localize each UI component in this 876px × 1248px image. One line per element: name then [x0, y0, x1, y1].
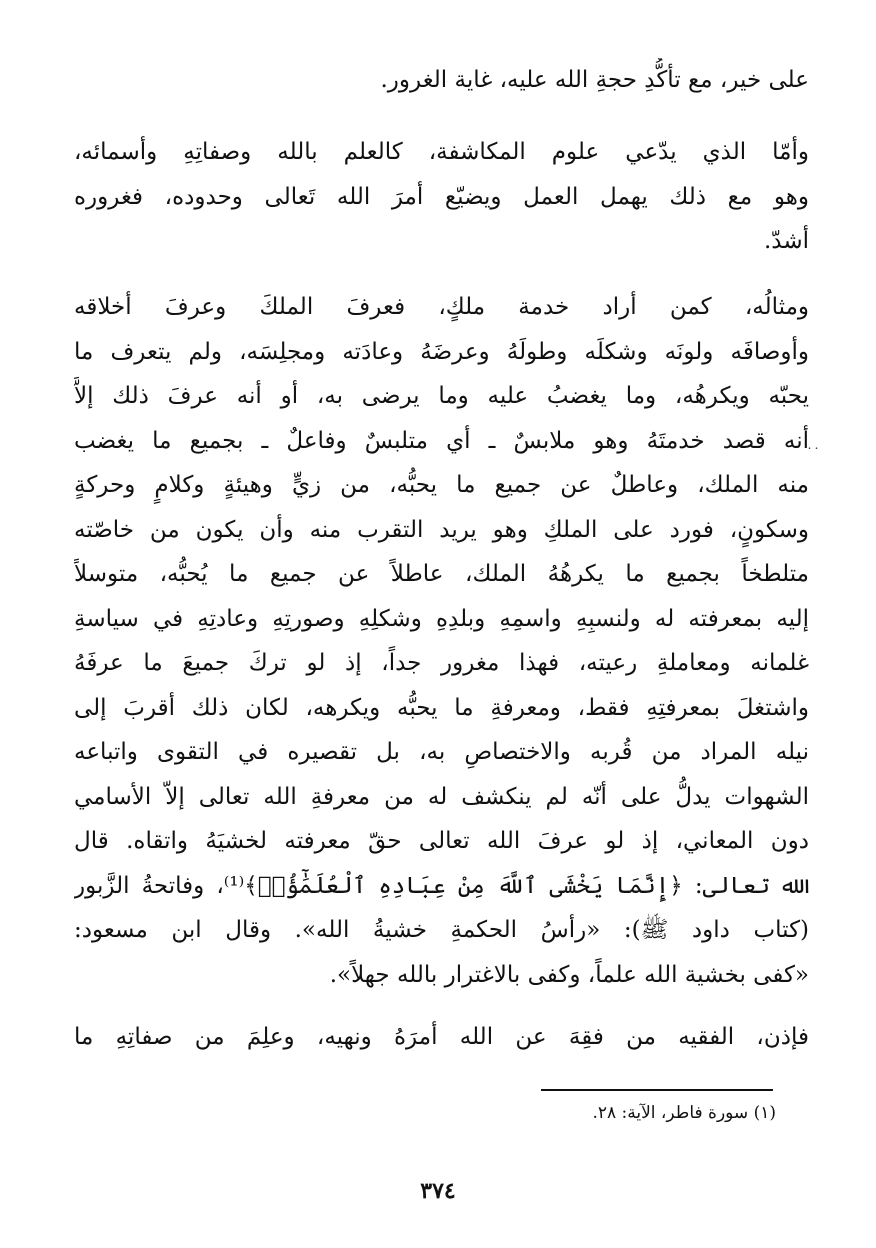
footnote: (١) سورة فاطر، الآية: ٢٨. [592, 1103, 776, 1123]
text-line: دون المعاني، إذ لو عرفَ الله تعالى حقّ معرفته لخشيَهُ واتقاه. قال [74, 828, 809, 854]
text-line: أنه قصد خدمتَهُ وهو ملابسٌ ـ أي متلبسٌ وفاعلٌ ـ بجميع ما يغضب [74, 427, 809, 454]
text-line: (كتاب داود ﷺ): «رأسُ الحكمةِ خشيةُ الله». وقال ابن مسعود: [74, 917, 809, 943]
text-line: وهو مع ذلك يهمل العمل ويضيّع أمرَ الله تَعالى وحدوده، فغروره [74, 183, 809, 210]
text-line: وسكونٍ، فورد على الملكِ وهو يريد التقرب منه وأن يكون من خاصّته [74, 516, 809, 543]
margin-mark: ˙˙ [806, 446, 820, 462]
text-line: «كفى بخشية الله علماً، وكفى بالاغترار بالله جهلاً». [329, 961, 809, 988]
paragraph-1 [74, 58, 809, 103]
text-line: وأمّا الذي يدّعي علوم المكاشفة، كالعلم بالله وصفاتِهِ وأسمائه، [74, 139, 809, 165]
text-line: نيله المراد من قُربه والاختصاصِ به، بل تقصيره في التقوى واتباعه [74, 739, 809, 765]
paragraph-4 [74, 1015, 809, 1060]
text-line: وأوصافَه ولونَه وشكلَه وطولَهُ وعرضَهُ وعادَته ومجلِسَه، ولم يتعرف ما [74, 338, 809, 365]
text-line: غلمانه ومعاملةِ رعيته، فهذا مغرور جداً، إذ لو تركَ جميعَ ما عرفَهُ [74, 650, 809, 676]
text-line: على خير، مع تأكُّدِ حجةِ الله عليه، غاية الغرور. [380, 67, 809, 93]
page-number: ٣٧٤ [420, 1178, 456, 1204]
footnote-separator [541, 1089, 773, 1091]
text-line: واشتغلَ بمعرفتِهِ فقط، ومعرفةِ ما يحبُّه ويكرهه، لكان ذلك أقربَ إلى [74, 694, 809, 721]
text-line: أشدّ. [763, 228, 809, 254]
text-line: فإذن، الفقيه من فقِهَ عن الله أمرَهُ ونهيه، وعلِمَ من صفاتِهِ ما [74, 1024, 809, 1050]
text-line: متلطخاً بجميع ما يكرهُهُ الملك، عاطلاً عن جميع ما يُحبُّه، متوسلاً [74, 561, 809, 587]
quran-verse-line: الله تعالى: ﴿إِنَّمَا يَخْشَى ٱللَّهَ مِنْ عِبَادِهِ ٱلْعُلَمَٰٓؤُا۟﴾⁽¹⁾، وفاتحةُ الزَّبور [74, 872, 809, 899]
text-line: إليه بمعرفته له ولنسبِهِ واسمِهِ وبلدِهِ وشكلِهِ وصورتِهِ وعادتِهِ في سياسةِ [74, 605, 809, 632]
text-line: منه الملك، وعاطلٌ عن جميع ما يحبُّه، من زيٍّ وهيئةٍ وكلامٍ وحركةٍ [74, 472, 809, 498]
text-line: ومثالُه، كمن أراد خدمة ملكٍ، فعرفَ الملكَ وعرفَ أخلاقه [74, 294, 809, 320]
paragraph-3 [74, 285, 809, 997]
text-line: الشهوات يدلُّ على أنّه لم ينكشف له من معرفةِ الله تعالى إلاّ الأسامي [74, 783, 809, 810]
text-line: يحبّه ويكرهُه، وما يغضبُ عليه وما يرضى به، أو أنه عرفَ ذلك إلاَّ [74, 383, 809, 409]
paragraph-2 [74, 130, 809, 264]
